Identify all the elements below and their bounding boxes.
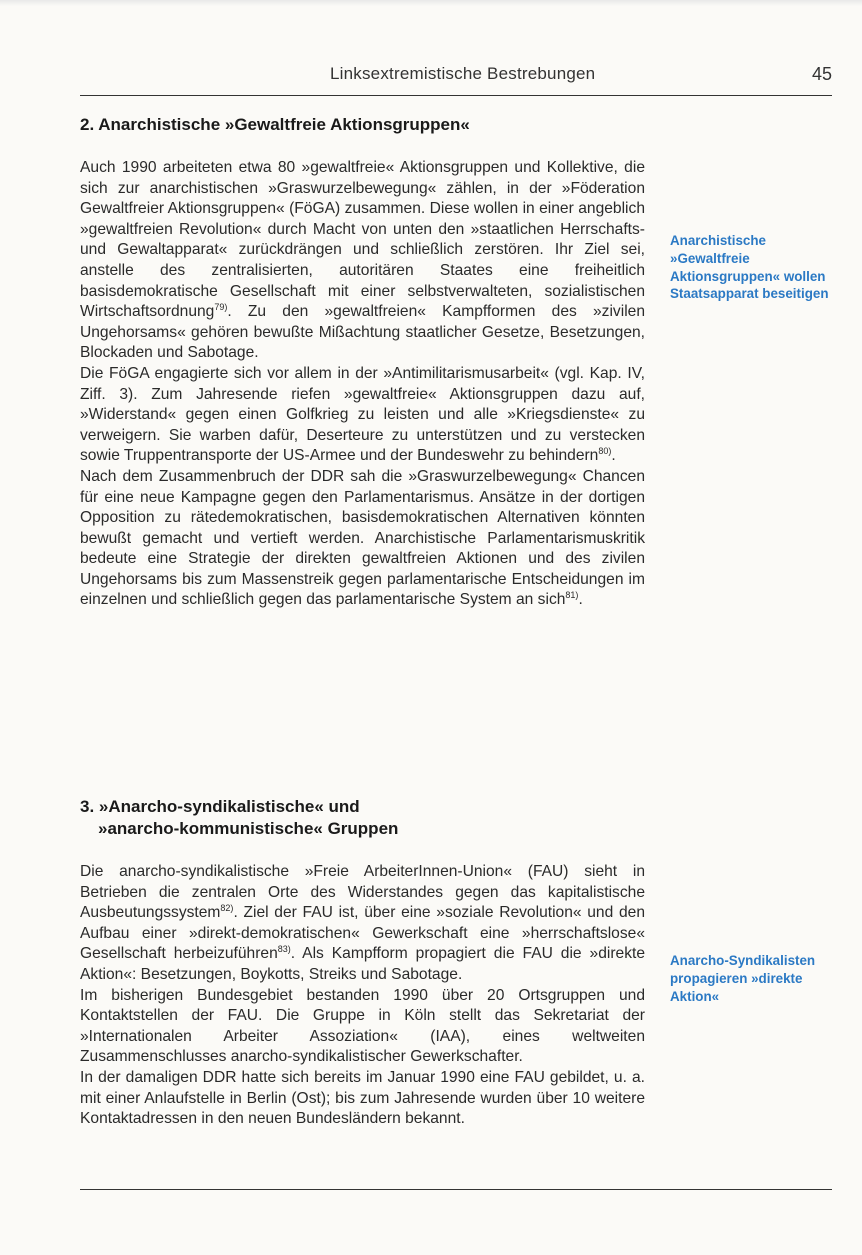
section-3-heading-line1: 3. »Anarcho-syndikalistische« und xyxy=(80,797,360,816)
footnote-ref: 80) xyxy=(598,446,612,457)
margin-note: Anarcho-Syndikalisten propagieren »direkte Aktion« xyxy=(670,953,816,1004)
section-3-body xyxy=(80,862,645,1130)
footnote-ref: 81) xyxy=(565,590,579,601)
paragraph-text: Nach dem Zusammenbruch der DDR sah die »Graswurzelbewegung« Chancen für eine neue Kampagne gegen den Parlamentarismus. Ansätze in der dortigen Opposition zu rätedemokratischen, basisdemokratischen Alternativen könnten bewußt gemacht und vertieft werden. Anarchistische Parlamentarismuskritik bedeute eine Strategie der direkten gewaltfreien Aktionen und des zivilen Ungehorsams bis zum Massenstreik gegen parlamentarische Entscheidungen im einzelnen und schließlich gegen das parlamentarische System an sich xyxy=(80,467,645,609)
page-number: 45 xyxy=(811,64,832,84)
section-2 xyxy=(80,114,645,136)
paragraph-text: . Zu den »gewaltfreien« Kampfformen des »zivilen Ungehorsams« gehören bewußte Mißachtung staatlicher Gesetze, Besetzungen, Blockaden und Sabotage. xyxy=(80,303,645,362)
section-3 xyxy=(80,796,645,840)
paragraph xyxy=(80,467,645,611)
paragraph xyxy=(80,158,645,364)
paragraph-text: . xyxy=(578,591,583,609)
paragraph-text: Die FöGA engagierte sich vor allem in der »Antimilitarismusarbeit« (vgl. Kap. IV, Ziff. 3). Zum Jahresende riefen »gewaltfreie« Aktionsgruppen dazu auf, »Widerstand« gegen einen Golfkrieg zu leisten und alle »Kriegsdienste« zu verweigern. Sie warben dafür, Deserteure zu unterstützen und zu verstecken sowie Truppentransporte der US-Armee und der Bundeswehr zu behindern xyxy=(80,364,645,465)
paragraph-text: In der damaligen DDR hatte sich bereits im Januar 1990 eine FAU gebildet, u. a. mit einer Anlaufstelle in Berlin (Ost); bis zum Jahresende wurden über 10 weitere Kontaktadressen in den neuen Bundesländern bekannt. xyxy=(80,1068,645,1128)
footnote-ref: 82) xyxy=(220,903,234,913)
paragraph-text: . xyxy=(611,447,616,465)
running-header-title: Linksextremistische Bestrebungen xyxy=(330,64,596,83)
header-rule xyxy=(80,95,832,96)
paragraph xyxy=(80,862,645,986)
section-2-heading: 2. Anarchistische »Gewaltfreie Aktionsgruppen« xyxy=(80,115,470,134)
paragraph-text: Auch 1990 arbeiteten etwa 80 »gewaltfreie« Aktionsgruppen und Kollektive, die sich zur anarchistischen »Graswurzelbewegung« zählen, in der »Föderation Gewaltfreier Aktionsgruppen« (FöGA) zusammen. Diese wollen in einer angeblich »gewaltfreien Revolution« durch Macht von unten den »staatlichen Herrschafts- und Gewaltapparat« zurückdrängen und schließlich zerstören. Ihr Ziel sei, anstelle des zentralisierten, autoritären Staates eine freiheitlich basisdemokratische Gesellschaft mit einer selbstverwalteten, sozialistischen Wirtschaftsordnung xyxy=(80,159,645,321)
margin-note: Anarchistische »Gewaltfreie Aktionsgruppen« wollen Staatsapparat beseitigen xyxy=(670,233,829,302)
paragraph-text: Im bisherigen Bundesgebiet bestanden 1990 über 20 Ortsgruppen und Kontaktstellen der FAU. Die Gruppe in Köln stellt das Sekretariat der »Internationalen Arbeiter Assoziation« (IAA), eines weltweiten Zusammenschlusses anarcho-syndikalistischer Gewerkschafter. xyxy=(80,986,645,1066)
paragraph-text: . Als Kampfform propagiert die FAU die »direkte Aktion«: Besetzungen, Boykotts, Streiks und Sabotage. xyxy=(80,945,645,983)
paragraph-text: . Ziel der FAU ist, über eine »soziale Revolution« und den Aufbau einer »direkt-demokratischen« Gewerkschaft eine »herrschaftslose« Gesellschaft herbeizuführen xyxy=(80,904,645,963)
paragraph xyxy=(80,364,645,467)
footnote-ref: 83) xyxy=(277,944,291,955)
footnote-ref: 79) xyxy=(214,301,228,312)
section-2-body xyxy=(80,158,645,611)
footer-rule xyxy=(80,1189,832,1190)
page-edge xyxy=(0,0,862,6)
section-3-heading xyxy=(80,796,645,840)
section-3-heading-line2: »anarcho-kommunistische« Gruppen xyxy=(98,819,399,838)
paragraph xyxy=(80,1068,645,1130)
paragraph xyxy=(80,986,645,1068)
paragraph-text: Die anarcho-syndikalistische »Freie ArbeiterInnen-Union« (FAU) sieht in Betrieben die zentralen Orte des Widerstandes gegen das kapitalistische Ausbeutungssystem xyxy=(80,863,645,922)
